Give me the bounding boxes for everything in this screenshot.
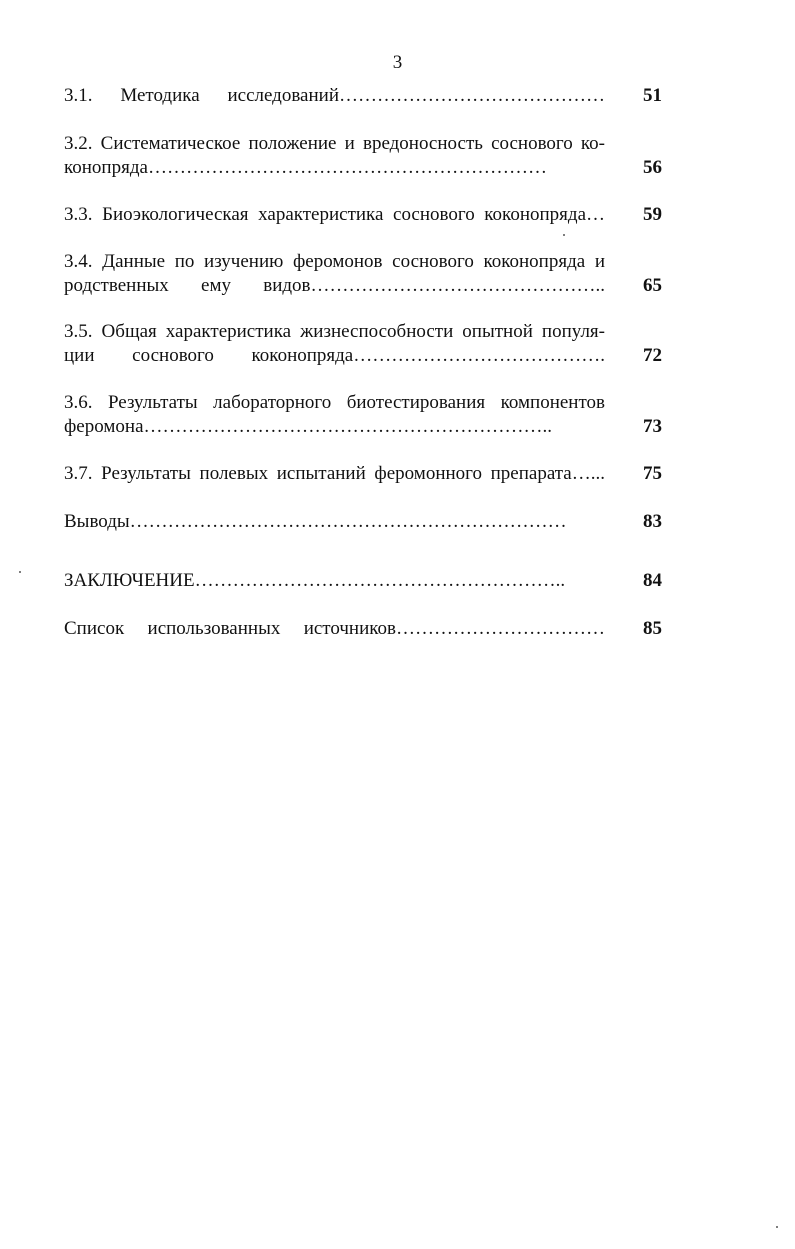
toc-entry[interactable] xyxy=(64,510,662,534)
toc-entry-title: 3.4. Данные по изучению феромонов соснового коконопряда и родственных ему видов……………………………………….. xyxy=(64,251,605,296)
toc-entry-page: 56 xyxy=(643,157,662,178)
toc-entry[interactable] xyxy=(64,391,662,439)
toc-entry-page: 59 xyxy=(643,204,662,225)
toc-entry-page: 72 xyxy=(643,345,662,366)
toc-entry-page: 75 xyxy=(643,463,662,484)
toc-entry-page: 51 xyxy=(643,85,662,106)
toc-entry-title: 3.6. Результаты лабораторного биотестирования компонентов феромона……………………………………………………….. xyxy=(64,392,605,437)
toc-entry-page: 85 xyxy=(643,618,662,639)
toc-entry[interactable] xyxy=(64,462,662,486)
toc-entry-page: 73 xyxy=(643,416,662,437)
toc-entry[interactable] xyxy=(64,250,662,298)
toc-entry-title: 3.7. Результаты полевых испытаний феромонного препарата…... xyxy=(64,463,605,484)
toc-entry[interactable] xyxy=(64,320,662,368)
toc-entry[interactable] xyxy=(64,84,662,108)
toc-entry-title: 3.3. Биоэкологическая характеристика соснового коконопряда… xyxy=(64,204,605,225)
toc-entry-page: 84 xyxy=(643,570,662,591)
toc-entry-page: 65 xyxy=(643,275,662,296)
table-of-contents xyxy=(64,80,662,641)
toc-entry[interactable] xyxy=(64,132,662,180)
toc-entry-title: 3.5. Общая характеристика жизнеспособности опытной популя- ции соснового коконопряда…………………………………. xyxy=(64,321,605,366)
toc-entry-title: Список использованных источников…………………………… xyxy=(64,618,605,639)
scan-speck xyxy=(563,234,565,236)
scan-speck xyxy=(19,571,21,573)
toc-entry-title: 3.1. Методика исследований…………………………………… xyxy=(64,85,605,106)
toc-entry[interactable] xyxy=(64,569,662,593)
page-number: 3 xyxy=(392,52,403,73)
toc-entry-title: Выводы…………………………………………………………… xyxy=(64,511,567,532)
toc-entry-title: ЗАКЛЮЧЕНИЕ………………………………………………….. xyxy=(64,570,566,591)
toc-entry[interactable] xyxy=(64,617,662,641)
toc-entry-title: 3.2. Систематическое положение и вредоносность соснового ко- конопряда……………………………………………………… xyxy=(64,133,605,178)
toc-entry[interactable] xyxy=(64,203,662,227)
toc-entry-page: 83 xyxy=(643,511,662,532)
scan-speck xyxy=(776,1226,778,1228)
